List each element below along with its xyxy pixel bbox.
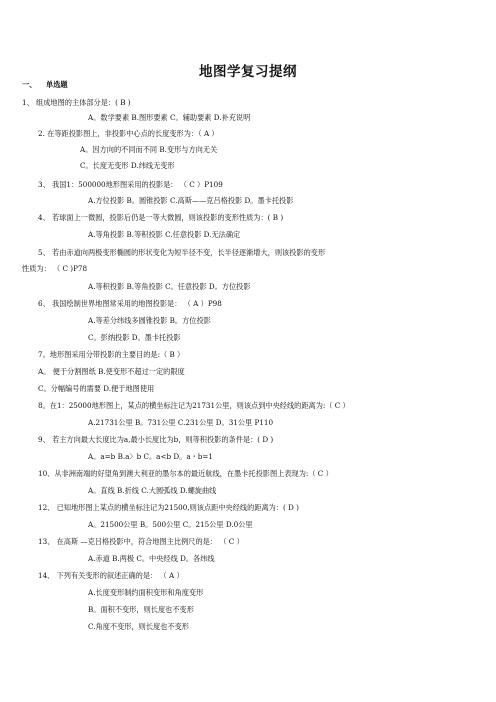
options-8: A.21731公里 B。731公里 C.231公里 D。31公里 P110 — [88, 418, 274, 427]
question-10: 10、从非洲南端的好望角到澳大利亚的墨尔本的最近航线，在墨卡托投影图上表现为:（ C ） — [38, 469, 333, 478]
section-heading — [22, 80, 68, 90]
question-2: 2. 在等距投影图上，非投影中心点的长度变形为：（ A ） — [38, 129, 219, 138]
section-number: 一、 — [22, 80, 37, 89]
options-10: A。直线 B.折线 C.大圆弧线 D.螺旋曲线 — [88, 486, 217, 495]
options-4: A.等角投影 B.等积投影 C.任意投影 D.无法确定 — [88, 230, 241, 239]
options-6b: C。彭纳投影 D。墨卡托投影 — [88, 333, 181, 342]
options-5: A.等积投影 B.等角投影 C。任意投影 D。方位投影 — [88, 282, 251, 291]
options-12: A。21500公里 B。500公里 C。215公里 D.0公里 — [88, 520, 253, 529]
options-14a: A.长度变形制约面积变形和角度变形 — [88, 588, 204, 597]
question-14: 14、 下列有关变形的叙述正确的是： （ A ） — [38, 571, 184, 580]
options-9: A。a=b B.a〉b C。a<b D。a・b=1 — [88, 452, 213, 461]
options-2a: A。因方向的不同而不同 B.变形与方向无关 — [80, 145, 218, 154]
document-title: 地图学复习提纲 — [199, 64, 297, 80]
options-3: A.方位投影 B。圆锥投影 C.高斯——克吕格投影 D。墨卡托投影 — [88, 196, 294, 205]
question-6: 6、 我国绘制世界地图常采用的地图投影是： （ A ）P98 — [38, 299, 222, 308]
options-13: A.赤道 B.两极 C。中央经线 D。各纬线 — [88, 554, 215, 563]
question-9: 9、 若主方向最大长度比为a,最小长度比为b，则等积投影的条件是：( D ) — [38, 435, 274, 444]
question-8: 8。在1：25000地形图上，某点的横坐标注记为21731公里，则该点到中央经线的距离为:（ C ） — [38, 401, 350, 410]
options-14c: C.角度不变形，则长度也不变形 — [88, 622, 189, 631]
options-7a: A。 便于分割图纸 B.使变形不超过一定的限度 — [38, 367, 185, 376]
question-7: 7。地形图采用分带投影的主要目的是:（ B ） — [38, 350, 185, 359]
question-3: 3、 我国1：500000地形图采用的投影是： （ C ）P109 — [38, 180, 223, 189]
question-4: 4、 若球面上一微圆，投影后仍是一等大微圆，则该投影的变形性质为：( B ) — [38, 213, 284, 222]
options-1: A。数学要素 B.图形要素 C。辅助要素 D.补充说明 — [88, 113, 251, 122]
options-7b: C。分幅编号的需要 D.便于地图使用 — [38, 384, 155, 393]
question-13: 13、 在高斯 —克吕格投影中，符合地图主比例尺的是： （ C ） — [38, 537, 244, 546]
options-2b: C。长度无变形 D.纬线无变形 — [80, 161, 175, 170]
options-14b: B。面积不变形，则长度也不变形 — [88, 605, 194, 614]
section-label: 单选题 — [46, 80, 68, 89]
question-1: 1、 组成地图的主体部分是：( B ) — [22, 98, 131, 107]
question-12: 12、 已知地形图上某点的横坐标注记为21500,则该点距中央经线的距离为：( D ) — [38, 503, 299, 512]
question-5-cont: 性质为： （ C )P78 — [22, 264, 88, 273]
question-5: 5、 若由赤道向两极变形椭圆的形状变化为短半径不变，长半径逐渐增大，则该投影的变形 — [38, 248, 326, 257]
options-6a: A.等差分纬线多圆锥投影 B。方位投影 — [88, 316, 211, 325]
